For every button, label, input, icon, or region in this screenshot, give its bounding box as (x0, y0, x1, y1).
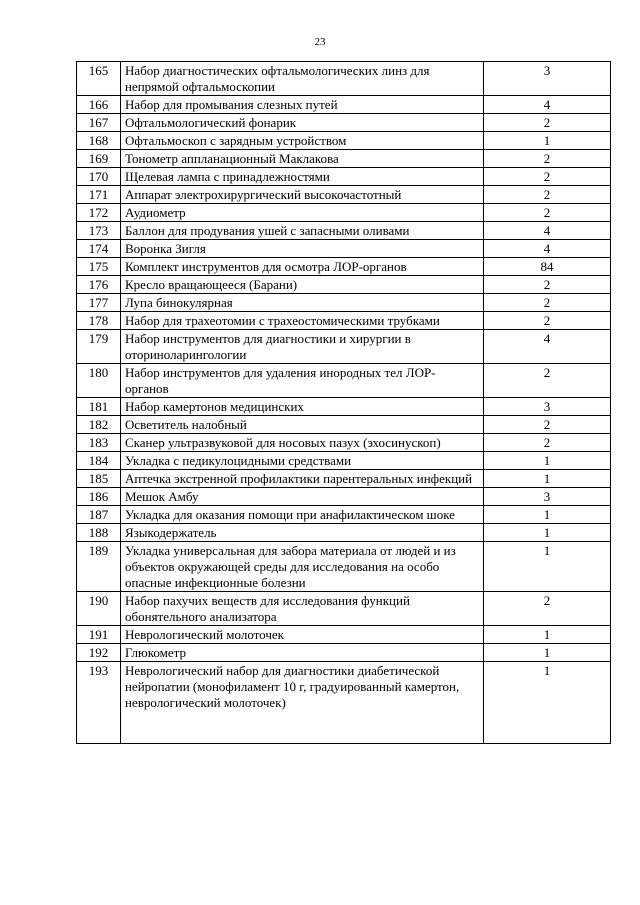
row-number: 186 (77, 488, 121, 506)
row-quantity: 2 (484, 186, 611, 204)
row-number: 176 (77, 276, 121, 294)
row-quantity: 1 (484, 132, 611, 150)
row-quantity: 2 (484, 150, 611, 168)
row-quantity: 2 (484, 114, 611, 132)
row-number: 173 (77, 222, 121, 240)
table-row (77, 542, 611, 592)
row-item-name: Аудиометр (121, 204, 484, 222)
row-item-name: Набор инструментов для диагностики и хирургии в оториноларингологии (121, 330, 484, 364)
table-row (77, 150, 611, 168)
table-row (77, 168, 611, 186)
table-row (77, 62, 611, 96)
table-row (77, 592, 611, 626)
table-row (77, 240, 611, 258)
row-quantity: 2 (484, 416, 611, 434)
row-number: 167 (77, 114, 121, 132)
row-item-name: Укладка универсальная для забора материала от людей и из объектов окружающей среды для исследования на особо опасные инфекционные болезни (121, 542, 484, 592)
row-number: 175 (77, 258, 121, 276)
table-row (77, 506, 611, 524)
row-item-name: Кресло вращающееся (Барани) (121, 276, 484, 294)
row-item-name: Баллон для продувания ушей с запасными оливами (121, 222, 484, 240)
row-number: 192 (77, 644, 121, 662)
row-item-name: Языкодержатель (121, 524, 484, 542)
row-quantity: 2 (484, 168, 611, 186)
row-quantity: 1 (484, 644, 611, 662)
row-item-name: Набор пахучих веществ для исследования функций обонятельного анализатора (121, 592, 484, 626)
row-item-name: Неврологический молоточек (121, 626, 484, 644)
row-item-name: Аппарат электрохирургический высокочастотный (121, 186, 484, 204)
row-quantity: 1 (484, 452, 611, 470)
row-number: 180 (77, 364, 121, 398)
row-item-name: Набор для промывания слезных путей (121, 96, 484, 114)
row-number: 170 (77, 168, 121, 186)
row-number: 171 (77, 186, 121, 204)
row-quantity: 2 (484, 592, 611, 626)
row-number: 185 (77, 470, 121, 488)
row-item-name: Осветитель налобный (121, 416, 484, 434)
row-quantity: 1 (484, 662, 611, 744)
row-number: 191 (77, 626, 121, 644)
page-number: 23 (314, 36, 326, 48)
row-item-name: Аптечка экстренной профилактики парентеральных инфекций (121, 470, 484, 488)
row-quantity: 2 (484, 204, 611, 222)
row-quantity: 4 (484, 96, 611, 114)
row-quantity: 1 (484, 506, 611, 524)
row-quantity: 1 (484, 542, 611, 592)
row-quantity: 1 (484, 470, 611, 488)
row-item-name: Набор инструментов для удаления инородных тел ЛОР-органов (121, 364, 484, 398)
table-row (77, 186, 611, 204)
row-number: 183 (77, 434, 121, 452)
row-item-name: Укладка с педикулоцидными средствами (121, 452, 484, 470)
row-quantity: 4 (484, 240, 611, 258)
row-item-name: Набор камертонов медицинских (121, 398, 484, 416)
table-row (77, 398, 611, 416)
table-row (77, 524, 611, 542)
row-item-name: Офтальмоскоп с зарядным устройством (121, 132, 484, 150)
table-row (77, 312, 611, 330)
row-number: 168 (77, 132, 121, 150)
table-row (77, 294, 611, 312)
row-quantity: 2 (484, 364, 611, 398)
row-item-name: Офтальмологический фонарик (121, 114, 484, 132)
row-item-name: Воронка Зигля (121, 240, 484, 258)
table-row (77, 626, 611, 644)
row-item-name: Неврологический набор для диагностики диабетической нейропатии (монофиламент 10 г, градуированный камертон, неврологический молоточек) (121, 662, 484, 744)
row-number: 184 (77, 452, 121, 470)
row-number: 188 (77, 524, 121, 542)
row-number: 172 (77, 204, 121, 222)
table-row (77, 488, 611, 506)
row-quantity: 4 (484, 330, 611, 364)
row-item-name: Укладка для оказания помощи при анафилактическом шоке (121, 506, 484, 524)
row-number: 165 (77, 62, 121, 96)
table-row (77, 204, 611, 222)
table-row (77, 470, 611, 488)
row-quantity: 2 (484, 294, 611, 312)
row-item-name: Сканер ультразвуковой для носовых пазух (эхосинускоп) (121, 434, 484, 452)
row-number: 187 (77, 506, 121, 524)
row-number: 193 (77, 662, 121, 744)
row-number: 182 (77, 416, 121, 434)
table-row (77, 330, 611, 364)
table-row (77, 644, 611, 662)
row-number: 174 (77, 240, 121, 258)
table-row (77, 364, 611, 398)
equipment-table (76, 61, 611, 744)
row-item-name: Набор диагностических офтальмологических линз для непрямой офтальмоскопии (121, 62, 484, 96)
row-quantity: 1 (484, 524, 611, 542)
row-number: 169 (77, 150, 121, 168)
table-row (77, 452, 611, 470)
row-quantity: 2 (484, 312, 611, 330)
table-row (77, 434, 611, 452)
row-number: 190 (77, 592, 121, 626)
row-quantity: 2 (484, 434, 611, 452)
row-item-name: Мешок Амбу (121, 488, 484, 506)
table-row (77, 258, 611, 276)
table-row (77, 132, 611, 150)
row-number: 166 (77, 96, 121, 114)
row-number: 177 (77, 294, 121, 312)
table-row (77, 222, 611, 240)
row-item-name: Набор для трахеотомии с трахеостомическими трубками (121, 312, 484, 330)
table-row (77, 662, 611, 744)
row-item-name: Глюкометр (121, 644, 484, 662)
row-number: 178 (77, 312, 121, 330)
row-item-name: Тонометр аппланационный Маклакова (121, 150, 484, 168)
row-quantity: 3 (484, 398, 611, 416)
row-item-name: Лупа бинокулярная (121, 294, 484, 312)
row-item-name: Щелевая лампа с принадлежностями (121, 168, 484, 186)
table-row (77, 416, 611, 434)
row-number: 189 (77, 542, 121, 592)
row-quantity: 3 (484, 62, 611, 96)
row-number: 179 (77, 330, 121, 364)
row-item-name: Комплект инструментов для осмотра ЛОР-органов (121, 258, 484, 276)
row-quantity: 2 (484, 276, 611, 294)
row-quantity: 4 (484, 222, 611, 240)
table-row (77, 96, 611, 114)
row-quantity: 1 (484, 626, 611, 644)
table-row (77, 276, 611, 294)
table-row (77, 114, 611, 132)
row-quantity: 84 (484, 258, 611, 276)
equipment-table-body (77, 62, 611, 744)
row-quantity: 3 (484, 488, 611, 506)
row-number: 181 (77, 398, 121, 416)
